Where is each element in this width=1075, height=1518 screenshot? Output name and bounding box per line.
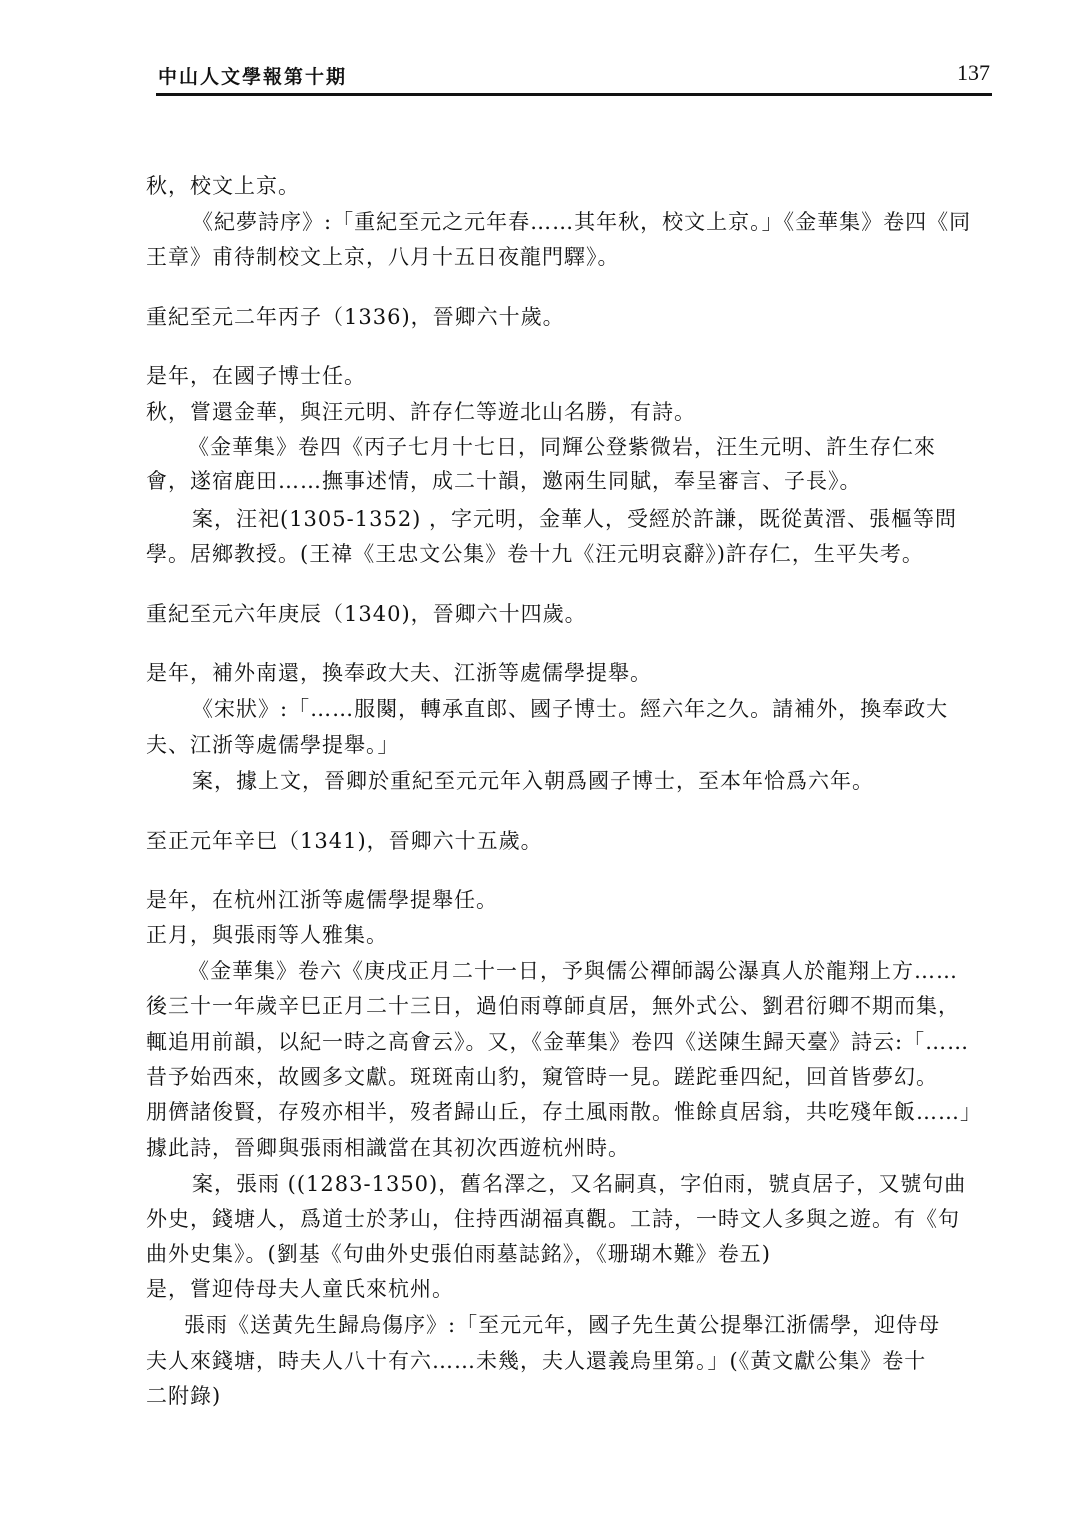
- text-line: 是年，補外南還，換奉政大夫、江浙等處儒學提舉。: [146, 661, 652, 685]
- text-line: 夫人來錢塘，時夫人八十有六……未幾，夫人還義烏里第。」(《黃文獻公集》卷十: [146, 1349, 927, 1373]
- text-line: 王章》甫待制校文上京，八月十五日夜龍門驛》。: [146, 245, 620, 269]
- text-line: 夫、江浙等處儒學提舉。」: [146, 733, 400, 757]
- text-line: 朋儕諸俊賢，存歿亦相半，歿者歸山丘，存土風雨散。惟餘貞居翁，共吃殘年飯……」: [146, 1100, 982, 1124]
- text-line: 《宋狀》:「……服闋，轉承直郎、國子博士。經六年之久。請補外，換奉政大: [192, 697, 949, 721]
- journal-title: 中山人文學報第十期: [158, 66, 348, 88]
- text-line: 至正元年辛巳（1341)，晉卿六十五歲。: [146, 829, 543, 853]
- running-header: [158, 58, 990, 92]
- text-line: 秋，校文上京。: [146, 174, 300, 198]
- text-line: 據此詩，晉卿與張雨相識當在其初次西遊杭州時。: [146, 1136, 630, 1160]
- text-line: 案，張雨 ((1283-1350)，舊名澤之，又名嗣真，字伯雨，號貞居子，又號句曲: [192, 1172, 967, 1196]
- text-line: 是年，在杭州江浙等處儒學提舉任。: [146, 888, 498, 912]
- text-line: 重紀至元六年庚辰（1340)，晉卿六十四歲。: [146, 602, 587, 626]
- text-line: 《紀夢詩序》:「重紀至元之元年春……其年秋，校文上京。」《金華集》卷四《同: [192, 210, 972, 234]
- text-line: 會，遂宿鹿田……撫事述情，成二十韻，邀兩生同賦，奉呈審言、子長》。: [146, 469, 862, 493]
- text-line: 案，據上文，晉卿於重紀至元元年入朝爲國子博士，至本年恰爲六年。: [192, 769, 874, 793]
- text-line: 《金華集》卷六《庚戌正月二十一日，予與儒公禪師謁公瀑真人於龍翔上方……: [188, 959, 958, 983]
- text-line: 昔予始西來，故國多文獻。斑斑南山豹，窺管時一見。蹉跎垂四紀，回首皆夢幻。: [146, 1065, 938, 1089]
- text-line: 二附錄): [146, 1384, 222, 1408]
- text-line: 曲外史集》。(劉基《句曲外史張伯雨墓誌銘》，《珊瑚木難》卷五): [146, 1242, 771, 1266]
- header-rule: [156, 93, 992, 96]
- text-line: 學。居鄉教授。(王禕《王忠文公集》卷十九《汪元明哀辭》)許存仁，生平失考。: [146, 542, 924, 566]
- text-line: 輒追用前韻，以紀一時之高會云》。又，《金華集》卷四《送陳生歸天臺》詩云:「……: [146, 1030, 970, 1054]
- text-line: 後三十一年歲辛巳正月二十三日，過伯雨尊師貞居，無外式公、劉君衍卿不期而集，: [146, 994, 960, 1018]
- text-line: 案，汪祀(1305-1352) ，字元明，金華人，受經於許謙，既從黃溍、張樞等問: [192, 507, 958, 531]
- text-line: 張雨《送黃先生歸烏傷序》:「至元元年，國子先生黃公提舉江浙儒學，迎侍母: [184, 1313, 941, 1337]
- text-line: 重紀至元二年丙子（1336)，晉卿六十歲。: [146, 305, 565, 329]
- text-line: 是年，在國子博士任。: [146, 364, 366, 388]
- page-number: 137: [957, 60, 990, 85]
- text-line: 外史，錢塘人，爲道士於茅山，住持西湖福真觀。工詩，一時文人多與之遊。有《句: [146, 1207, 960, 1231]
- text-line: 《金華集》卷四《丙子七月十七日，同輝公登紫微岩，汪生元明、許生存仁來: [188, 435, 936, 459]
- text-line: 是，嘗迎侍母夫人童氏來杭州。: [146, 1277, 454, 1301]
- text-line: 秋，嘗還金華，與汪元明、許存仁等遊北山名勝，有詩。: [146, 400, 696, 424]
- text-line: 正月，與張雨等人雅集。: [146, 923, 388, 947]
